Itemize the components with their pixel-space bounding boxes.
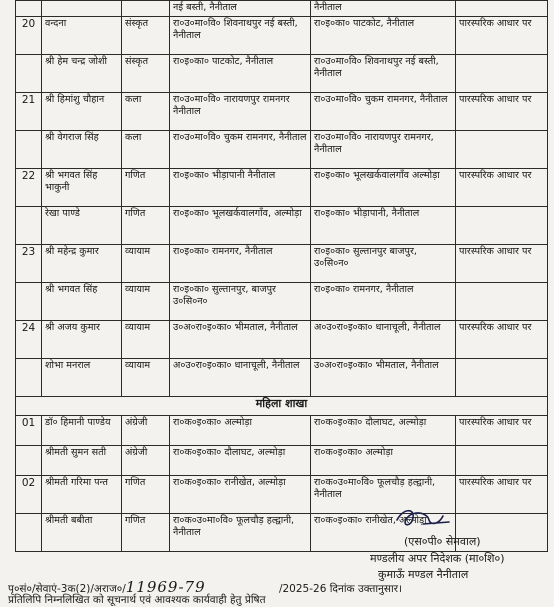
new-posting-cell: रा०क०इ०का० रानीखेत, अल्मोड़ा	[311, 513, 456, 551]
subject-cell: गणित	[122, 513, 170, 551]
new-posting-cell: रा०क०उ०मा०वि० फूलचौड़ हल्द्वानी, नैनीताल	[311, 475, 456, 513]
current-posting-cell: रा०इ०का० भीड़ापानी नैनीताल	[170, 168, 311, 206]
section-header-row	[16, 396, 548, 415]
remark-cell	[456, 358, 548, 396]
current-posting-cell: नई बस्ती, नैनीताल	[170, 1, 311, 17]
serial-number-cell	[16, 1, 42, 17]
subject-cell: संस्कृत	[122, 54, 170, 92]
new-posting-cell: उ०अ०रा०इ०का० भीमताल, नैनीताल	[311, 358, 456, 396]
remark-cell: पारस्परिक आधार पर	[456, 415, 548, 445]
subject-cell: व्यायाम	[122, 358, 170, 396]
teacher-name-cell: श्री हिमांशु चौहान	[42, 92, 122, 130]
new-posting-cell: रा०इ०का० भीड़ापानी, नैनीताल	[311, 206, 456, 244]
serial-number-cell: 21	[16, 92, 42, 130]
reference-suffix: /2025-26 दिनांक उक्तानुसार।	[278, 583, 402, 595]
remark-cell	[456, 130, 548, 168]
new-posting-cell: रा०इ०का० पाटकोट, नैनीताल	[311, 16, 456, 54]
new-posting-cell: रा०उ०मा०वि० शिवनाथपुर नई बस्ती, नैनीताल	[311, 54, 456, 92]
serial-number-cell	[16, 54, 42, 92]
remark-cell	[456, 445, 548, 475]
remark-cell: पारस्परिक आधार पर	[456, 475, 548, 513]
current-posting-cell: रा०इ०का० पाटकोट, नैनीताल	[170, 54, 311, 92]
serial-number-cell: 22	[16, 168, 42, 206]
reference-prefix: पृ०सं०/सेवाएं-3क(2)/अराज०/	[8, 583, 126, 595]
table-row	[16, 16, 548, 54]
current-posting-cell: रा०उ०मा०वि० नारायणपुर रामनगर नैनीताल	[170, 92, 311, 130]
remark-cell	[456, 206, 548, 244]
subject-cell: व्यायाम	[122, 244, 170, 282]
teacher-name-cell: श्री महेन्द्र कुमार	[42, 244, 122, 282]
teacher-name-cell: श्री हेम चन्द्र जोशी	[42, 54, 122, 92]
subject-cell: अंग्रेजी	[122, 415, 170, 445]
current-posting-cell: रा०क०उ०मा०वि० फूलचौड़ हल्द्वानी, नैनीताल	[170, 513, 311, 551]
table-row	[16, 282, 548, 320]
table-row	[16, 206, 548, 244]
teacher-name-cell: श्री वेगराज सिंह	[42, 130, 122, 168]
new-posting-cell: नैनीताल	[311, 1, 456, 17]
table-row	[16, 54, 548, 92]
serial-number-cell: 20	[16, 16, 42, 54]
remark-cell: पारस्परिक आधार पर	[456, 168, 548, 206]
new-posting-cell: रा०इ०का० भूलखर्कवालगाँव अल्मोड़ा	[311, 168, 456, 206]
serial-number-cell: 02	[16, 475, 42, 513]
subject-cell: कला	[122, 130, 170, 168]
remark-cell	[456, 54, 548, 92]
table-row	[16, 415, 548, 445]
teacher-name-cell: डॉ० हिमानी पाण्डेय	[42, 415, 122, 445]
signatory-designation: मण्डलीय अपर निदेशक (मा०शि०)	[370, 552, 505, 565]
subject-cell: गणित	[122, 168, 170, 206]
current-posting-cell: रा०क०इ०का० दौलाघट, अल्मोड़ा	[170, 445, 311, 475]
subject-cell: अंग्रेजी	[122, 445, 170, 475]
serial-number-cell: 24	[16, 320, 42, 358]
subject-cell	[122, 1, 170, 17]
current-posting-cell: उ०अ०रा०इ०का० भीमताल, नैनीताल	[170, 320, 311, 358]
teacher-name-cell: श्री भगवत सिंह भाकुनी	[42, 168, 122, 206]
signatory-name: (एस०पी० सेमवाल)	[404, 535, 481, 548]
serial-number-cell	[16, 282, 42, 320]
new-posting-cell: अ०उ०रा०इ०का० धानाचूली, नैनीताल	[311, 320, 456, 358]
new-posting-cell: रा०इ०का० रामनगर, नैनीताल	[311, 282, 456, 320]
serial-number-cell: 23	[16, 244, 42, 282]
subject-cell: कला	[122, 92, 170, 130]
current-posting-cell: रा०उ०मा०वि० चुकम रामनगर, नैनीताल	[170, 130, 311, 168]
teacher-name-cell: श्रीमती सुमन सती	[42, 445, 122, 475]
signatory-office: कुमाऊँ मण्डल नैनीताल	[378, 568, 469, 581]
remark-cell: पारस्परिक आधार पर	[456, 16, 548, 54]
new-posting-cell: रा०उ०मा०वि० चुकम रामनगर, नैनीताल	[311, 92, 456, 130]
new-posting-cell: रा०क०इ०का० दौलाघट, अल्मोड़ा	[311, 415, 456, 445]
current-posting-cell: रा०क०इ०का० रानीखेत, अल्मोड़ा	[170, 475, 311, 513]
table-row	[16, 244, 548, 282]
table-row	[16, 130, 548, 168]
section-title: महिला शाखा	[16, 396, 548, 415]
new-posting-cell: रा०इ०का० सुल्तानपुर बाजपुर, उ०सि०न०	[311, 244, 456, 282]
current-posting-cell: रा०उ०मा०वि० शिवनाथपुर नई बस्ती, नैनीताल	[170, 16, 311, 54]
reference-number: 11969-79	[125, 578, 206, 596]
remark-cell	[456, 1, 548, 17]
table-row	[16, 320, 548, 358]
subject-cell: गणित	[122, 475, 170, 513]
current-posting-cell: रा०इ०का० सुल्तानपुर, बाजपुर उ०सि०न०	[170, 282, 311, 320]
teacher-name-cell: वन्दना	[42, 16, 122, 54]
current-posting-cell: रा०इ०का० रामनगर, नैनीताल	[170, 244, 311, 282]
subject-cell: व्यायाम	[122, 320, 170, 358]
serial-number-cell: 01	[16, 415, 42, 445]
remark-cell: पारस्परिक आधार पर	[456, 320, 548, 358]
current-posting-cell: अ०उ०रा०इ०का० धानाचूली, नैनीताल	[170, 358, 311, 396]
teacher-name-cell: श्री भगवत सिंह	[42, 282, 122, 320]
table-row	[16, 475, 548, 513]
table-row	[16, 1, 548, 17]
teacher-name-cell	[42, 1, 122, 17]
serial-number-cell	[16, 130, 42, 168]
new-posting-cell: रा०उ०मा०वि० नारायणपुर रामनगर, नैनीताल	[311, 130, 456, 168]
subject-cell: व्यायाम	[122, 282, 170, 320]
serial-number-cell	[16, 513, 42, 551]
table-row	[16, 445, 548, 475]
teacher-name-cell: शोभा मनराल	[42, 358, 122, 396]
table-row	[16, 358, 548, 396]
remark-cell: पारस्परिक आधार पर	[456, 92, 548, 130]
table-row	[16, 168, 548, 206]
serial-number-cell	[16, 206, 42, 244]
teacher-name-cell: श्री अजय कुमार	[42, 320, 122, 358]
teacher-name-cell: श्रीमती गरिमा पन्त	[42, 475, 122, 513]
remark-cell: पारस्परिक आधार पर	[456, 244, 548, 282]
teacher-name-cell: श्रीमती बबीता	[42, 513, 122, 551]
subject-cell: गणित	[122, 206, 170, 244]
handwritten-signature	[393, 506, 453, 532]
serial-number-cell	[16, 445, 42, 475]
copy-distribution-line: प्रतिलिपि निम्नलिखित को सूचनार्थ एवं आवश्यक कार्यवाही हेतु प्रेषित	[8, 594, 266, 606]
new-posting-cell: रा०क०इ०का० अल्मोड़ा	[311, 445, 456, 475]
transfer-table	[15, 0, 548, 552]
remark-cell	[456, 282, 548, 320]
subject-cell: संस्कृत	[122, 16, 170, 54]
current-posting-cell: रा०क०इ०का० अल्मोड़ा	[170, 415, 311, 445]
teacher-name-cell: रेखा पाण्डे	[42, 206, 122, 244]
current-posting-cell: रा०इ०का० भूलखर्कवालगाँव, अल्मोड़ा	[170, 206, 311, 244]
serial-number-cell	[16, 358, 42, 396]
table-row	[16, 92, 548, 130]
